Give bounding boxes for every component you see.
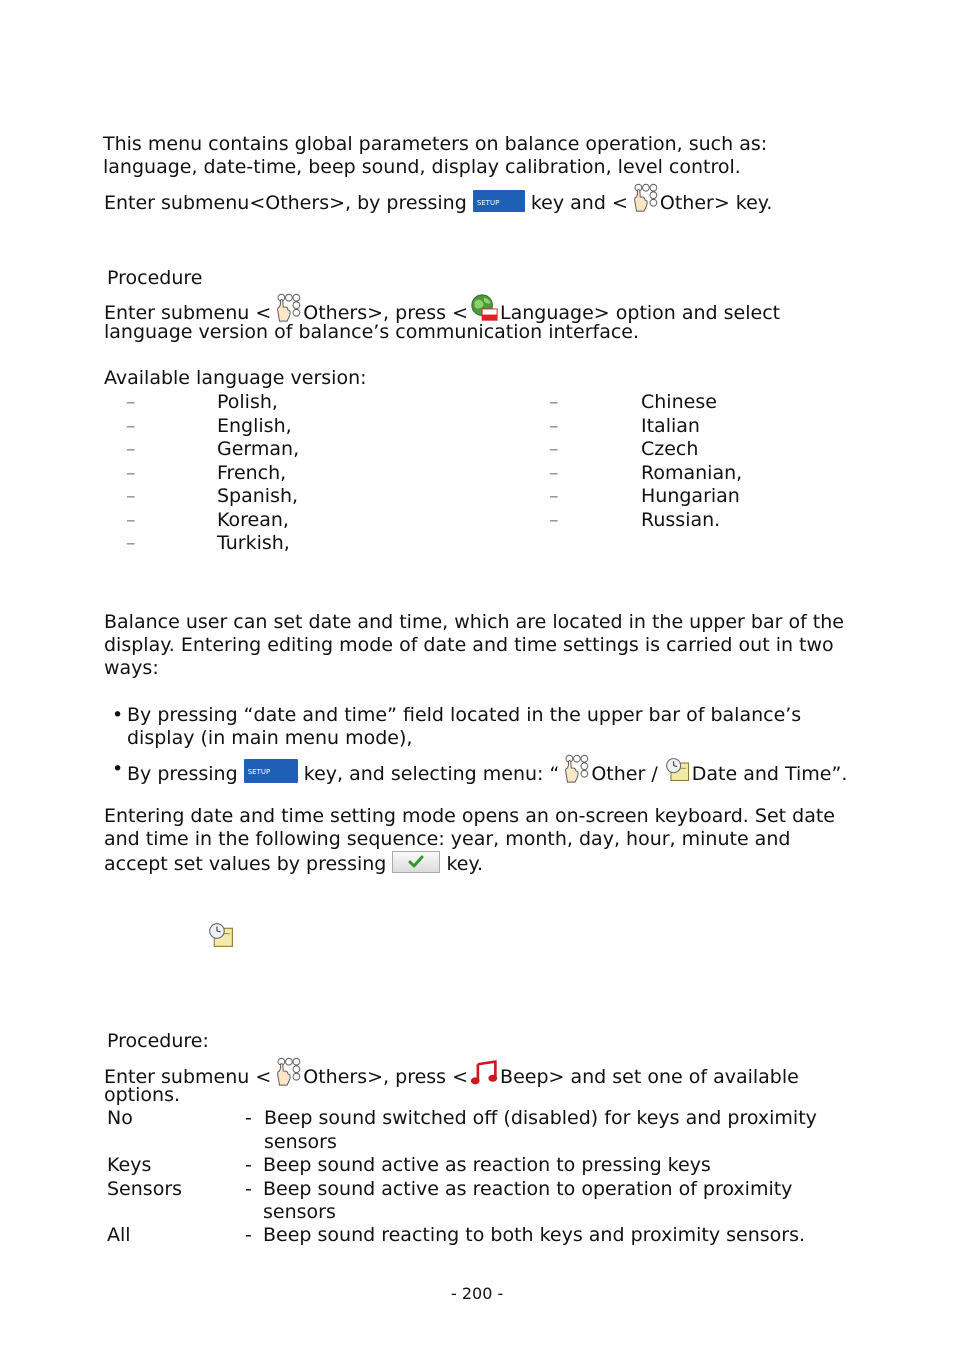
datetime-bullet-1-line-1: By pressing “date and time” field located in the upper bar of balance’s xyxy=(127,704,802,726)
language-item: French, xyxy=(217,461,287,484)
bullet-icon: • xyxy=(112,704,124,726)
beep-option-desc: Beep sound active as reaction to pressing keys xyxy=(263,1154,711,1176)
language-item: Polish, xyxy=(217,391,278,413)
beep-procedure-heading: Procedure: xyxy=(107,1030,209,1052)
beep-line-2: options. xyxy=(104,1084,181,1106)
datetime-keyboard-line-1: Entering date and time setting mode opens an on-screen keyboard. Set date xyxy=(104,805,835,827)
datetime-paragraph-line-2: display. Entering editing mode of date and time settings is carried out in two xyxy=(104,634,834,656)
language-item: Italian xyxy=(641,414,700,437)
beep-line-1-text-a: Enter submenu < xyxy=(104,1066,272,1088)
language-procedure-heading: Procedure xyxy=(107,267,203,289)
beep-option-name: All xyxy=(107,1224,131,1246)
setup-key-icon xyxy=(244,759,298,783)
beep-line-1-text-b: Others>, press < xyxy=(303,1066,469,1088)
date-time-icon xyxy=(664,756,692,784)
language-item: Korean, xyxy=(217,508,289,531)
others-icon xyxy=(559,754,591,784)
language-item: Chinese xyxy=(641,391,717,413)
checkmark-icon xyxy=(393,852,439,872)
language-line-2: language version of balance’s communication interface. xyxy=(104,321,640,343)
setup-key-label: SETUP xyxy=(247,768,271,776)
language-item: Turkish, xyxy=(217,532,290,554)
datetime-keyboard-line-3 xyxy=(104,851,483,876)
date-time-icon xyxy=(207,921,236,950)
language-line-1-text-b: Others>, press < xyxy=(303,302,469,324)
datetime-bullet-2-text-a: By pressing xyxy=(127,763,238,785)
datetime-bullet-1-line-2: display (in main menu mode), xyxy=(127,727,413,749)
language-item: Spanish, xyxy=(217,485,299,507)
page-number: - 200 - xyxy=(451,1284,504,1303)
intro-line-3-text-c: Other> key. xyxy=(659,192,773,214)
datetime-bullet-2 xyxy=(127,754,847,786)
beep-option-desc: Beep sound switched off (disabled) for keys and proximity xyxy=(264,1107,817,1129)
datetime-keyboard-line-3-text-b: key. xyxy=(446,853,484,875)
language-item: Russian. xyxy=(641,508,721,531)
beep-option-desc-cont: sensors xyxy=(263,1201,336,1223)
setup-key-label: SETUP xyxy=(476,199,500,207)
datetime-bullet-2-text-b: key, and selecting menu: “ xyxy=(303,763,560,785)
beep-option-desc: Beep sound active as reaction to operation of proximity xyxy=(263,1178,793,1200)
bullet-icon: • xyxy=(112,758,124,780)
language-item: Hungarian xyxy=(641,485,740,507)
beep-line-1-text-c: Beep> and set one of available xyxy=(500,1066,799,1088)
language-line-1-text-c: Language> option and select xyxy=(500,302,781,324)
confirm-key-icon xyxy=(392,851,440,873)
others-icon xyxy=(271,1057,303,1087)
dash-separator: - xyxy=(245,1154,252,1176)
datetime-bullet-2-text-c: Other / xyxy=(591,763,658,785)
datetime-keyboard-line-2: and time in the following sequence: year, month, day, hour, minute and xyxy=(104,828,791,850)
beep-option-name: No xyxy=(107,1107,133,1129)
language-item: English, xyxy=(217,414,292,437)
language-item: Romanian, xyxy=(641,461,743,484)
beep-option-name: Keys xyxy=(107,1154,152,1176)
dash-separator: - xyxy=(245,1224,252,1246)
datetime-bullet-2-text-d: Date and Time”. xyxy=(691,763,848,785)
beep-line-1 xyxy=(104,1057,799,1089)
available-languages-heading: Available language version: xyxy=(104,367,367,389)
dash-separator: - xyxy=(245,1107,252,1129)
beep-option-desc-cont: sensors xyxy=(264,1131,337,1153)
setup-key-icon xyxy=(473,190,525,212)
beep-option-desc: Beep sound reacting to both keys and proximity sensors. xyxy=(263,1224,806,1246)
language-icon xyxy=(468,293,500,323)
intro-line-3-text-b: key and < xyxy=(530,192,628,214)
language-line-1-text-a: Enter submenu < xyxy=(104,302,272,324)
datetime-paragraph-line-1: Balance user can set date and time, which are located in the upper bar of the xyxy=(104,611,844,633)
datetime-keyboard-line-3-text-a: accept set values by pressing xyxy=(104,853,387,875)
datetime-paragraph-line-3: ways: xyxy=(104,657,159,679)
intro-line-1: This menu contains global parameters on balance operation, such as: xyxy=(103,133,768,155)
beep-icon xyxy=(468,1059,500,1087)
others-icon xyxy=(271,293,303,323)
others-icon xyxy=(628,183,660,213)
intro-line-3-text-a: Enter submenu<Others>, by pressing xyxy=(104,192,467,214)
language-item: Czech xyxy=(641,438,699,460)
beep-option-name: Sensors xyxy=(107,1178,183,1200)
intro-line-3 xyxy=(104,183,772,215)
language-item: German, xyxy=(217,438,300,460)
dash-separator: - xyxy=(245,1178,252,1200)
intro-line-2: language, date-time, beep sound, display calibration, level control. xyxy=(103,156,741,178)
